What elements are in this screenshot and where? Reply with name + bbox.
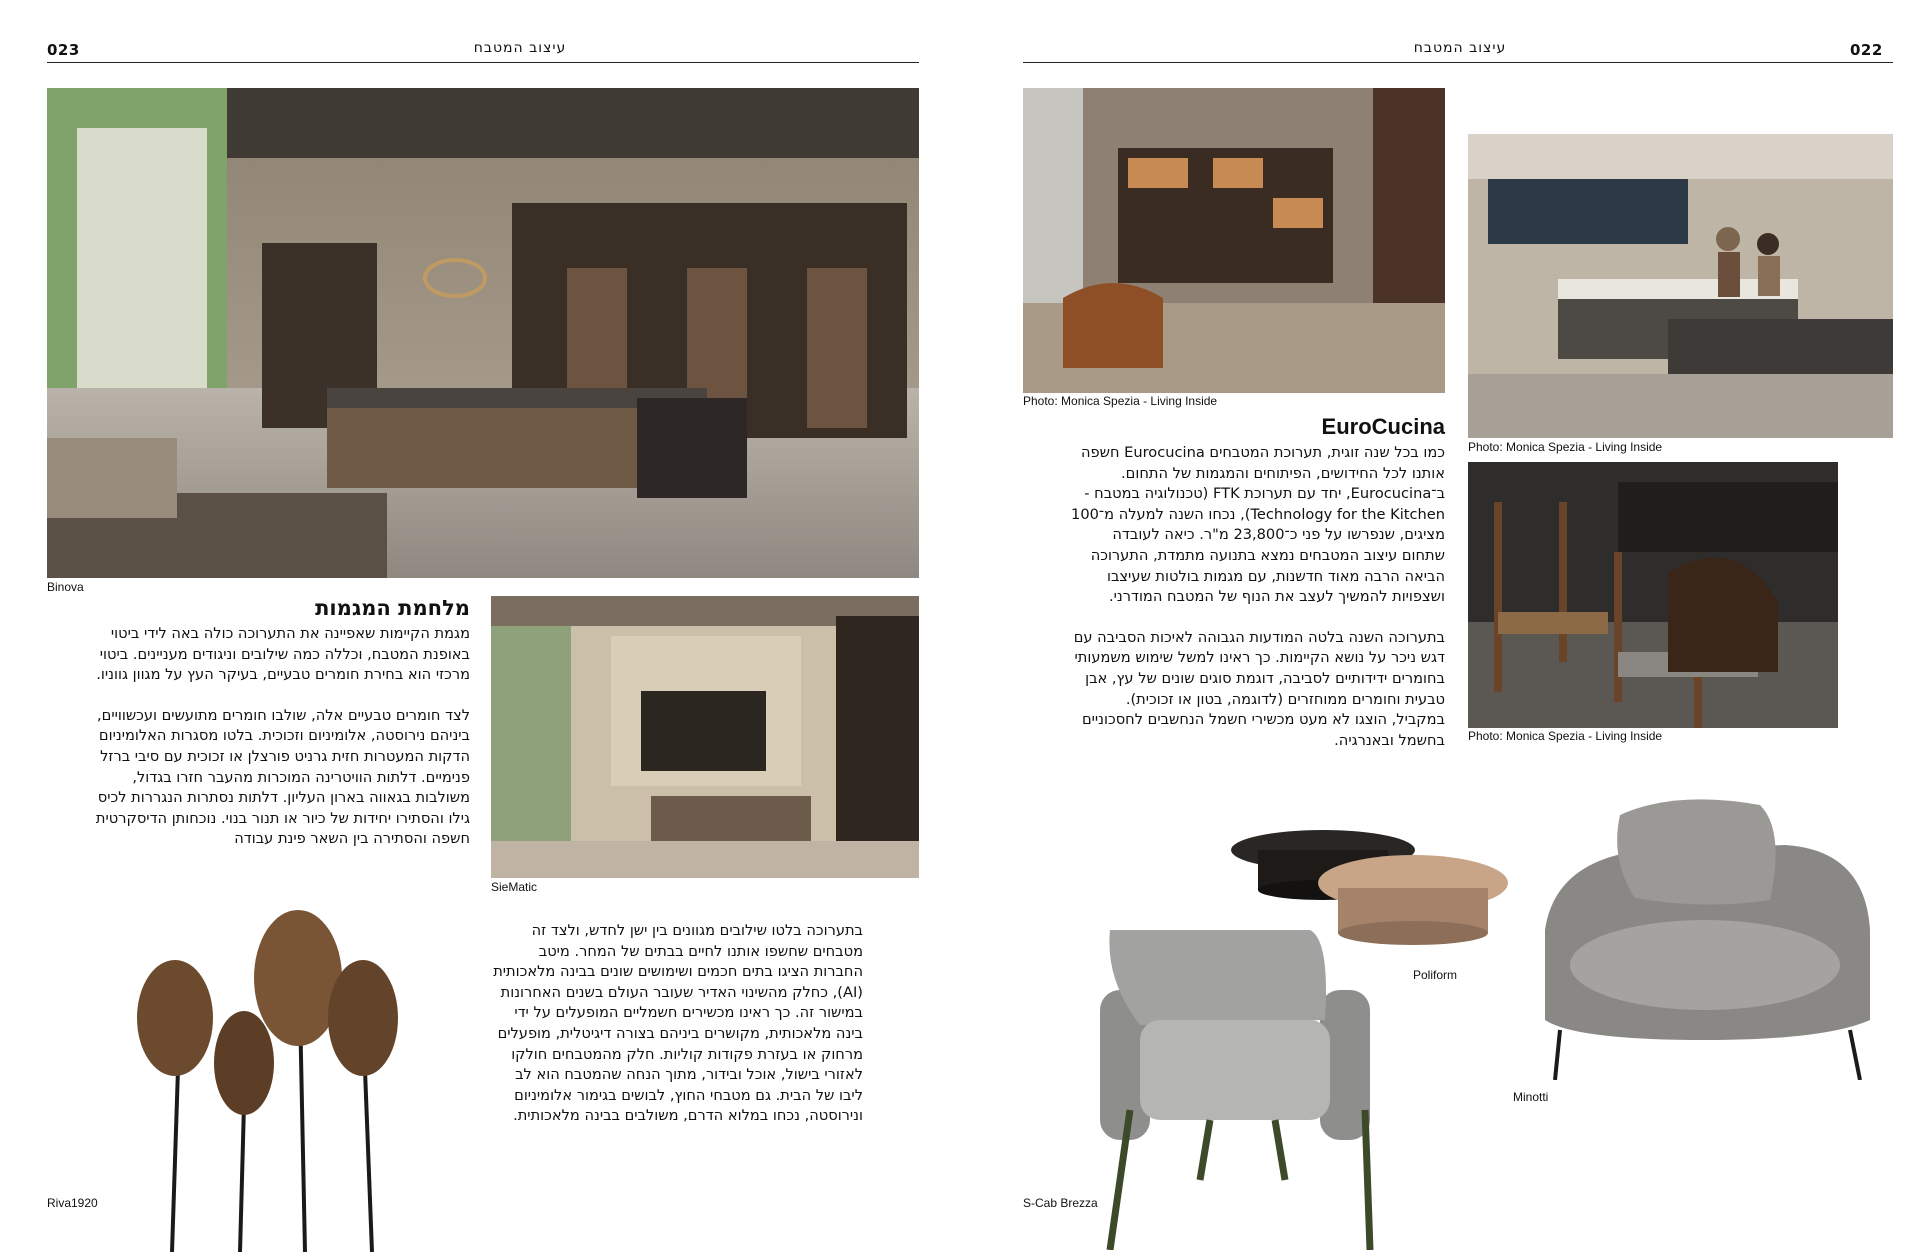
trends-column-1 <box>95 624 470 870</box>
kitchen-photo-icon <box>491 596 919 878</box>
kitchen-island-photo-icon <box>47 88 919 578</box>
lounge-chair-icon <box>1090 930 1390 1250</box>
main-kitchen-photo <box>47 88 919 578</box>
trends-paragraph-1: מגמת הקיימות שאפיינה את התערוכה כולה באה לידי ביטוי באופנת המטבח, וכללה כמה שילובים וניגודים מעניינים. ביטוי מרכזי הוא בחירת חומרים טבעיים, בעיקר העץ על מגוון גווניו. <box>96 625 470 684</box>
chairs-photo <box>1468 462 1838 728</box>
caption-photo3: Photo: Monica Spezia - Living Inside <box>1468 729 1663 743</box>
wooden-sculpture-photo-icon <box>120 908 420 1252</box>
trends-paragraph-2: לצד חומרים טבעיים אלה, שולבו חומרים מתועשים ועכשוויים, ביניהם נירוסטה, אלומיניום וזכוכית. בלטו מסגרות האלומיניום הדקות המעטרות חזית גרניט פורצלן או זכוכית עם סיבי ברזל פנימיים. דלתות הוויטרינה המוכרות מהעבר חזרו בגדול, משולבות בגאווה בארון העליון. דלתות נסתרות הנגררות לכיס גילו והסתירו יחידות של כיור או תנור בנוי. נוכחותן הדיסקרטית חשפה והסתירה בין השאר פינת עבודה <box>95 706 470 848</box>
running-title-right: עיצוב המטבח <box>1413 40 1507 56</box>
caption-photo1: Photo: Monica Spezia - Living Inside <box>1023 394 1218 408</box>
header-rule-right <box>1023 62 1893 63</box>
header-rule-left <box>47 62 919 63</box>
trends-column-2: בתערוכה בלטו שילובים מגוונים בין ישן לחדש, ולצד זה מטבחים שחשפו אותנו לחיים בבתים של המחר. מיטב החברות הציגו בתים חכמים ושימושים שונים בבינה מלאכותית (AI), כחלק מהשינוי האדיר שעובר העולם בשנים האחרונות במישור זה. כך ראינו מכשירים חשמליים המופעלים על ידי בינה מלאכותית, מקושרים ביניהם בצורה דיגיטלית, מופעלים מרחוק או בעזרת פקודות קוליות. חלק מהמטבחים חולקו לאזורי בישול, אוכל ובידור, מתוך הנחה שהמטבח הוא לב ליבו של הבית. גם מטבחי החוץ, לבושים בגימור אלומיניום ונירוסטה, נכחו במלוא הדרם, משולבים בבינה מלאכותית. <box>493 922 863 1125</box>
shelving-photo-icon <box>1023 88 1445 393</box>
section-heading-trends: מלחמת המגמות <box>315 596 470 620</box>
caption-binova: Binova <box>47 580 84 594</box>
caption-siematic: SieMatic <box>491 880 538 894</box>
caption-riva: Riva1920 <box>47 1196 98 1210</box>
shelving-photo <box>1023 88 1445 393</box>
eurocucina-paragraph-2: בתערוכה השנה בלטה המודעות הגבוהה לאיכות הסביבה עם דגש ניכר על נושא הקיימות. כך ראינו למשל שימוש משמעותי בחומרים ידידותיים לסביבה, דוגמת סוגים שונים של עץ, אבן טבעית וחומרים ממוחזרים (לדוגמה, בטון או זכוכית). במקביל, הוצגו לא מעט מכשירי חשמל הנחשבים לחסכוניים בחשמל ובאנרגיה. <box>1073 628 1445 749</box>
caption-poliform: Poliform <box>1413 968 1458 982</box>
riva-sculpture-photo <box>120 908 420 1252</box>
page-number-left: 023 <box>47 41 80 59</box>
caption-photo2: Photo: Monica Spezia - Living Inside <box>1468 440 1663 454</box>
showroom-kitchen-photo-icon <box>1468 134 1893 438</box>
showroom-kitchen-photo <box>1468 134 1893 438</box>
siematic-photo <box>491 596 919 878</box>
minotti-armchair-image <box>1525 790 1880 1080</box>
running-title-left: עיצוב המטבח <box>473 40 567 56</box>
eurocucina-paragraph-1: כמו בכל שנה זוגית, תערוכת המטבחים Eurocucina חשפה אותנו לכל החידושים, הפיתוחים והמגמות של התחום. ב־Eurocucina, יחד עם תערוכת FTK (טכנולוגיה במטבח - Technology for the Kitchen), נכחו השנה למעלה מ־100 מציגים, שנפרשו על פני כ־23,800 מ"ר. כיאה לעובדה שתחום עיצוב המטבחים נמצא בתנועה מתמדת, התערוכה הביאה הרבה מאוד חדשנות, עם מגמות בולטות שעיצבו ושצפויות להמשיך לעצב את הנוף של המטבח המודרני. <box>1071 444 1445 606</box>
section-heading-eurocucina: EuroCucina <box>1321 414 1445 439</box>
caption-minotti: Minotti <box>1513 1090 1549 1104</box>
scab-chair-image <box>1090 930 1390 1250</box>
armchair-icon <box>1525 790 1880 1080</box>
caption-scab: S-Cab Brezza <box>1023 1196 1098 1210</box>
chairs-photo-icon <box>1468 462 1838 728</box>
page-number-right: 022 <box>1850 41 1883 59</box>
eurocucina-text <box>1070 443 1445 771</box>
